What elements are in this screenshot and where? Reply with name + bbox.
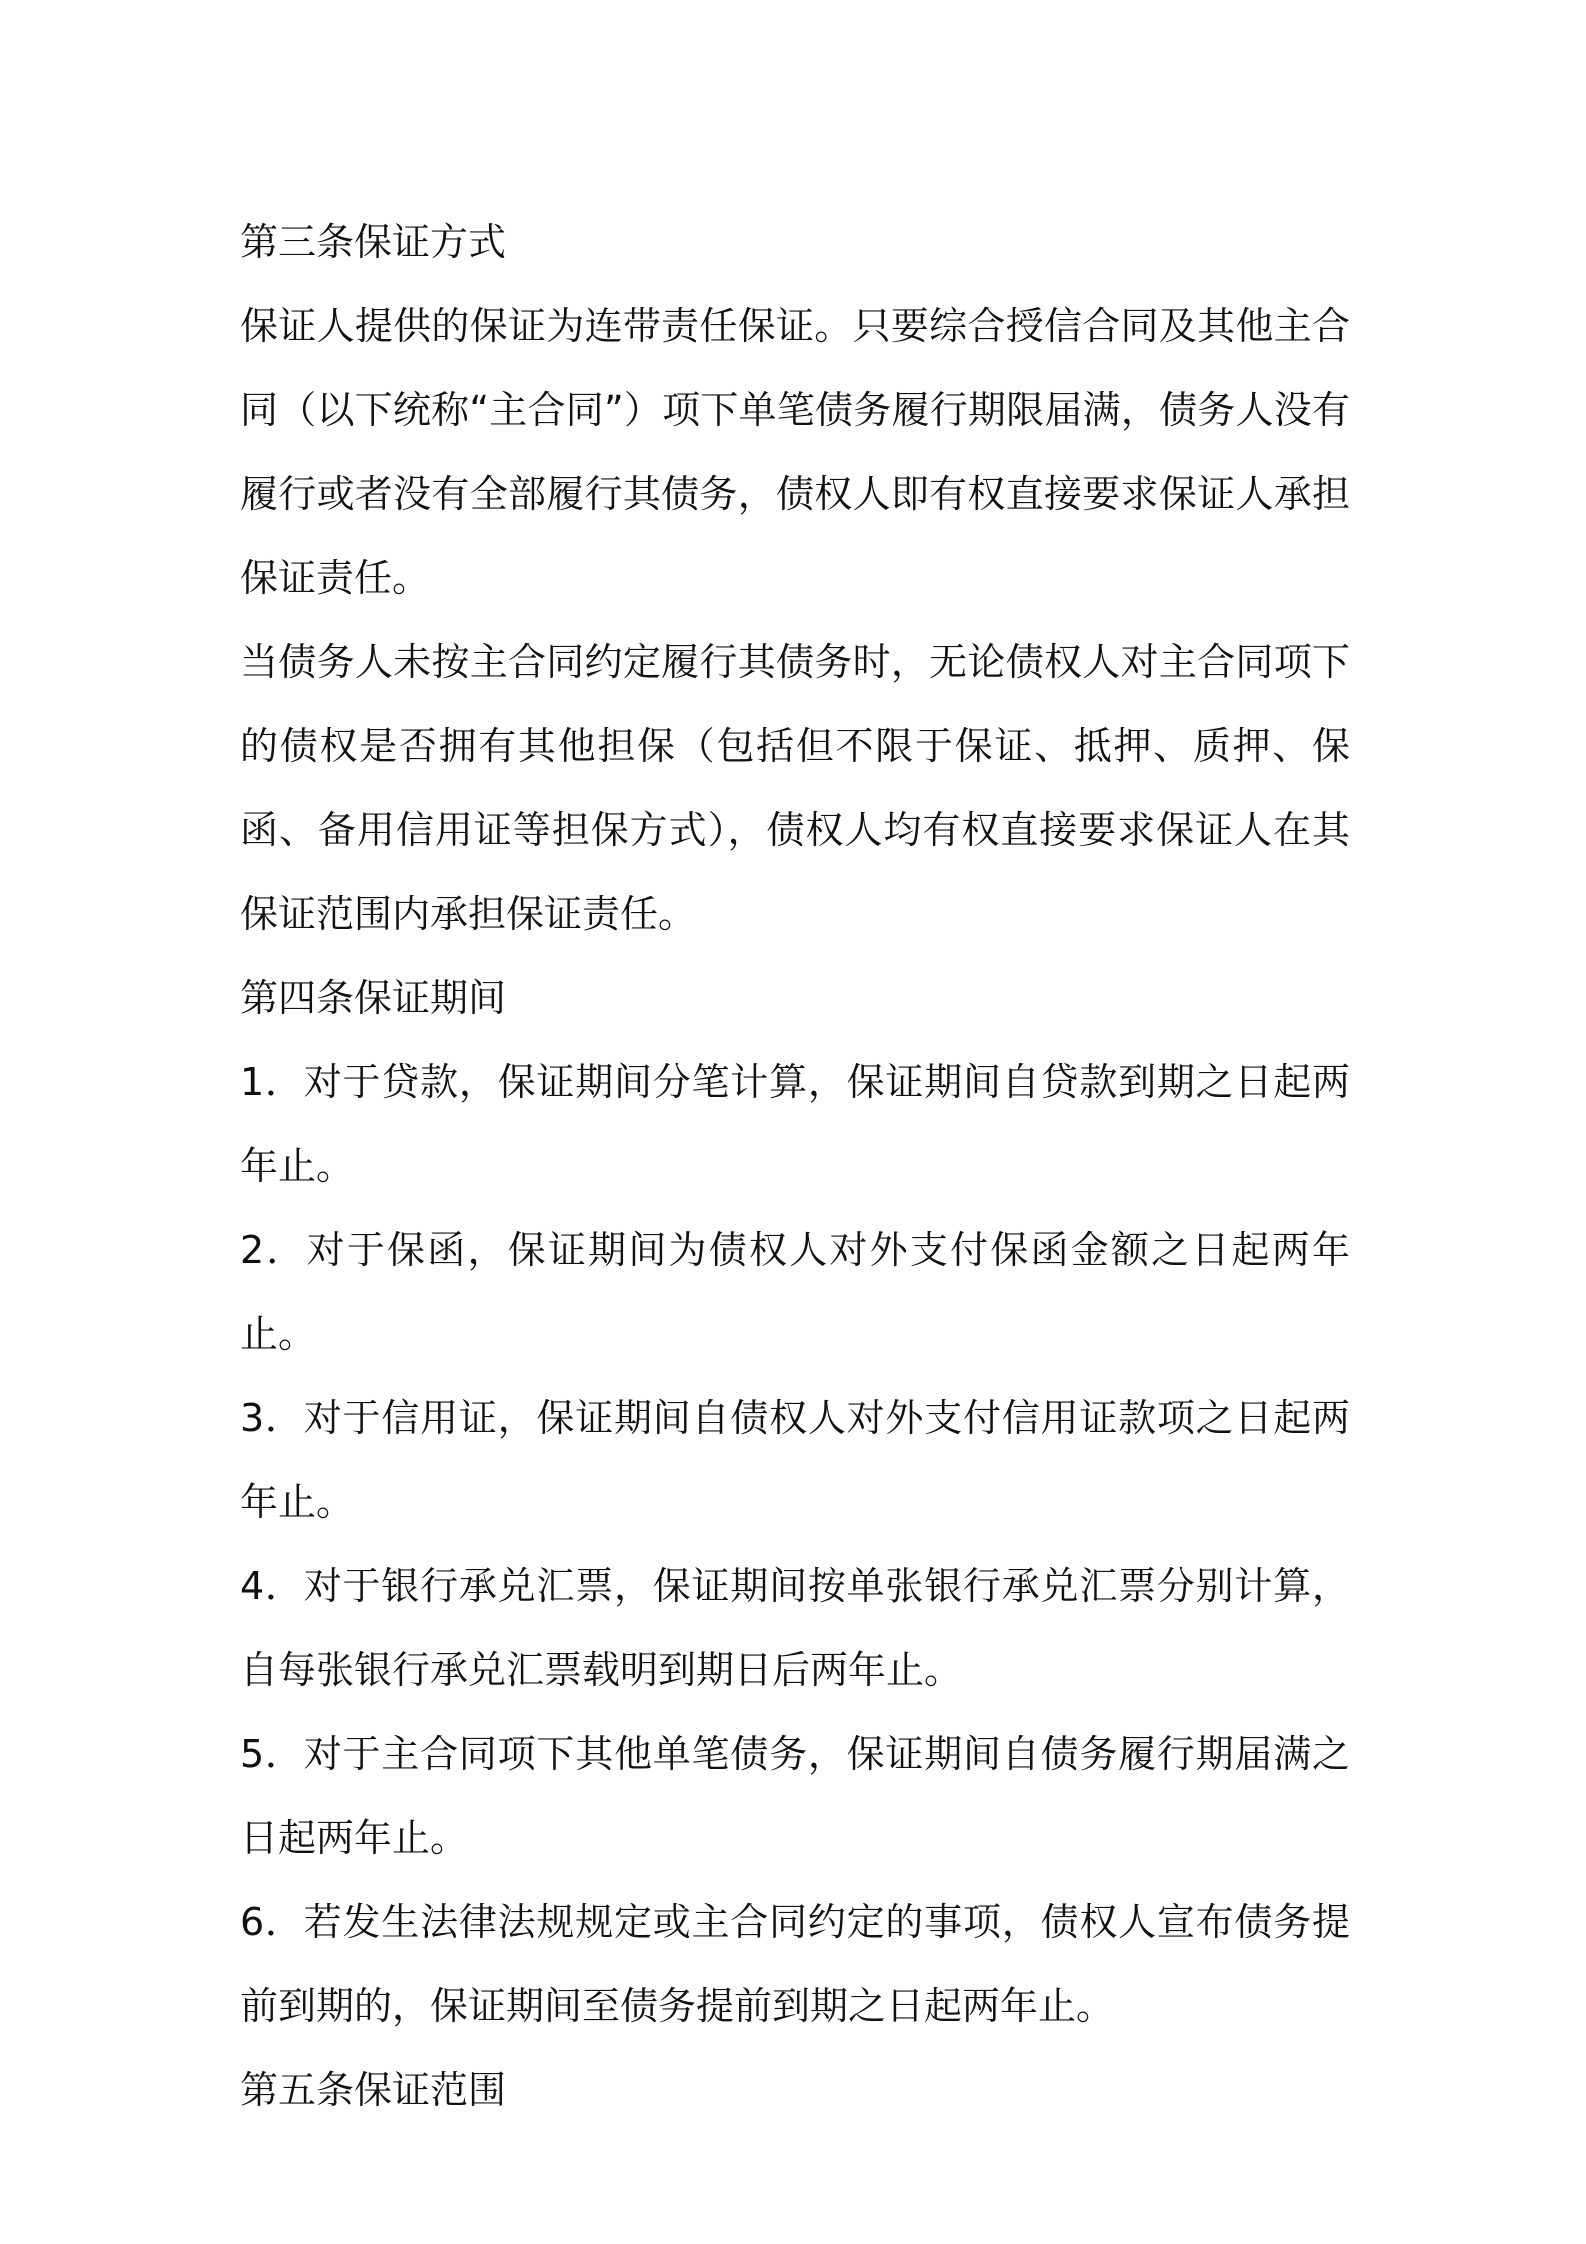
list-item-guarantee-letter-period: 2．对于保函，保证期间为债权人对外支付保函金额之日起两年止。: [240, 1228, 1350, 1356]
paragraph-guarantee-method: 保证人提供的保证为连带责任保证。只要综合授信合同及其他主合同（以下统称“主合同”）项下单笔债务履行期限届满，债务人没有履行或者没有全部履行其债务，债权人即有权直接要求保证人承担保证责任。: [240, 304, 1350, 600]
section-heading-article-3: 第三条保证方式: [240, 220, 507, 264]
section-heading-article-4: 第四条保证期间: [240, 976, 507, 1020]
list-item-other-debt-period: 5．对于主合同项下其他单笔债务，保证期间自债务履行期届满之日起两年止。: [240, 1732, 1350, 1860]
list-item-early-maturity-period: 6．若发生法律法规规定或主合同约定的事项，债权人宣布债务提前到期的，保证期间至债务提前到期之日起两年止。: [240, 1900, 1350, 2028]
list-item-letter-of-credit-period: 3．对于信用证，保证期间自债权人对外支付信用证款项之日起两年止。: [240, 1396, 1350, 1524]
document-page: [240, 200, 1350, 2132]
list-item-acceptance-bill-period: 4．对于银行承兑汇票，保证期间按单张银行承兑汇票分别计算，自每张银行承兑汇票载明到期日后两年止。: [240, 1564, 1350, 1692]
paragraph-guarantee-rights: 当债务人未按主合同约定履行其债务时，无论债权人对主合同项下的债权是否拥有其他担保（包括但不限于保证、抵押、质押、保函、备用信用证等担保方式），债权人均有权直接要求保证人在其保证范围内承担保证责任。: [240, 640, 1350, 936]
list-item-loan-period: 1．对于贷款，保证期间分笔计算，保证期间自贷款到期之日起两年止。: [240, 1060, 1350, 1188]
section-heading-article-5: 第五条保证范围: [240, 2068, 507, 2112]
